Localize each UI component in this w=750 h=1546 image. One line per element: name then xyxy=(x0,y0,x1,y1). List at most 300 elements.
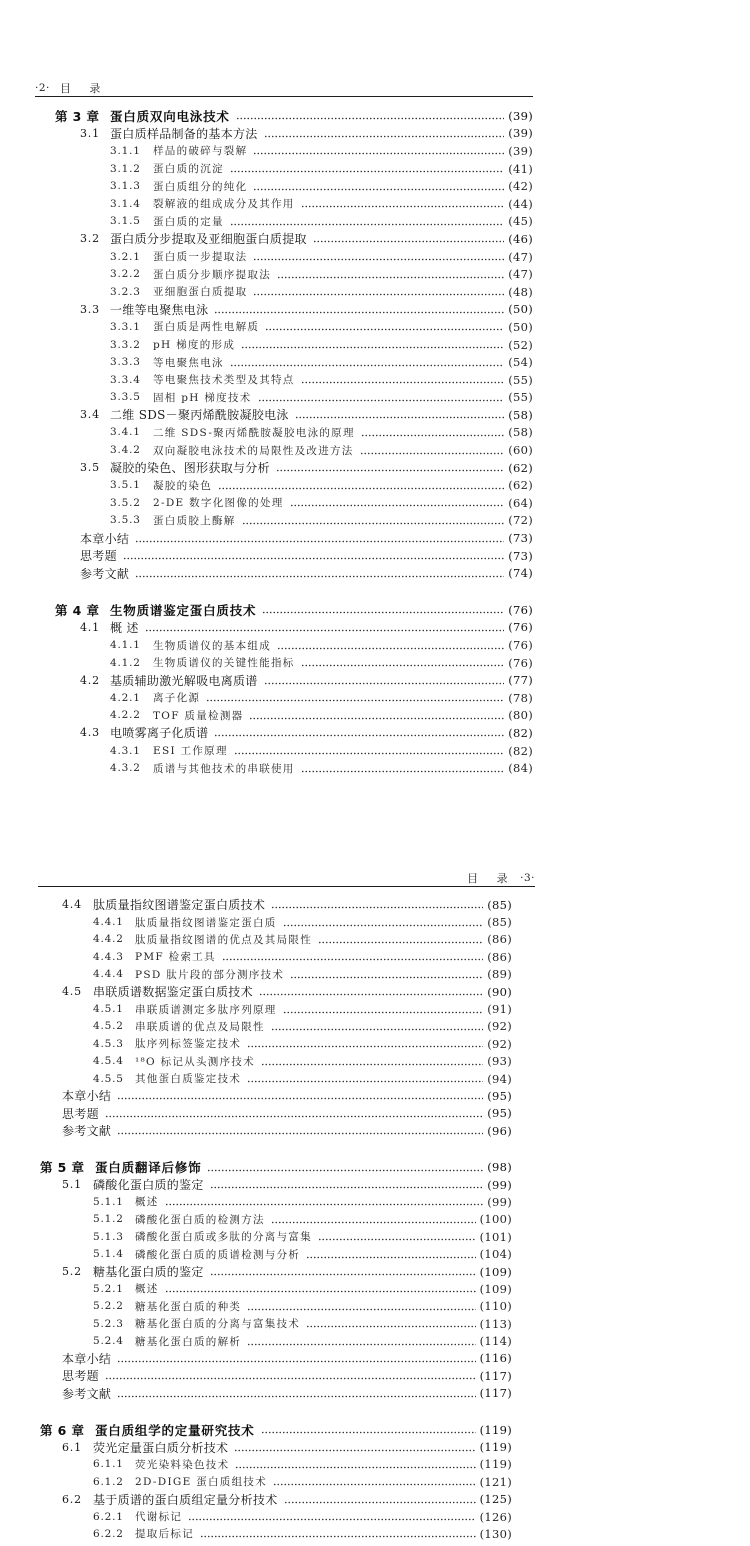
entry-page-number: (55) xyxy=(508,372,533,387)
dot-leader xyxy=(264,671,505,689)
toc-subsection-row xyxy=(40,948,512,965)
toc-subsection-row xyxy=(40,966,512,983)
entry-page-number: (99) xyxy=(487,1177,512,1192)
entry-page-number: (110) xyxy=(479,1299,512,1314)
toc-subsection-row xyxy=(55,424,533,442)
entry-number: 6.1.1 xyxy=(93,1458,124,1471)
entry-page-number: (94) xyxy=(487,1071,512,1086)
toc-backmatter-row xyxy=(40,1087,512,1104)
toc-subsection-row xyxy=(40,1193,512,1210)
entry-number: 3.3.2 xyxy=(110,338,141,351)
toc-section-row xyxy=(40,1263,512,1280)
entry-page-number: (58) xyxy=(508,407,533,422)
entry-page-number: (99) xyxy=(487,1194,512,1209)
dot-leader xyxy=(210,1263,476,1280)
entry-title: 肽质量指纹图谱的优点及其局限性 xyxy=(135,933,312,946)
entry-title: 电喷雾离子化质谱 xyxy=(110,726,209,741)
dot-leader xyxy=(249,707,504,725)
dot-leader xyxy=(361,424,504,442)
entry-page-number: (54) xyxy=(508,355,533,370)
entry-title: 本章小结 xyxy=(80,531,130,546)
entry-page-number: (78) xyxy=(508,690,533,705)
dot-leader xyxy=(105,1367,476,1384)
entry-title: 磷酸化蛋白质或多肽的分离与富集 xyxy=(135,1231,312,1244)
dot-leader xyxy=(222,948,483,965)
entry-page-number: (39) xyxy=(508,126,533,141)
page-header xyxy=(38,870,535,887)
entry-page-number: (60) xyxy=(508,443,533,458)
entry-page-number: (126) xyxy=(479,1509,512,1524)
entry-number: 5.1.2 xyxy=(93,1213,124,1226)
entry-page-number: (109) xyxy=(479,1264,512,1279)
toc-subsection-row xyxy=(40,1298,512,1315)
dot-leader xyxy=(283,913,484,930)
dot-leader xyxy=(313,230,504,248)
entry-page-number: (119) xyxy=(479,1440,512,1455)
toc-backmatter-row xyxy=(55,547,533,565)
toc-subsection-row xyxy=(55,636,533,654)
entry-number: 3.4.2 xyxy=(110,444,141,457)
dot-leader xyxy=(210,1176,483,1193)
entry-title: 蛋白质的沉淀 xyxy=(153,163,224,176)
toc-subsection-row xyxy=(40,1053,512,1070)
entry-page-number: (73) xyxy=(508,531,533,546)
toc-section-row xyxy=(55,459,533,477)
entry-number: 4.4.1 xyxy=(93,916,124,929)
entry-page-number: (39) xyxy=(508,143,533,158)
dot-leader xyxy=(301,195,505,213)
toc-chapter-row xyxy=(55,107,533,125)
entry-page-number: (64) xyxy=(508,495,533,510)
entry-page-number: (119) xyxy=(479,1422,512,1437)
entry-title: 糖基化蛋白质的鉴定 xyxy=(93,1265,204,1279)
entry-number: 3.2.1 xyxy=(110,250,141,263)
entry-title: 蛋白质一步提取法 xyxy=(153,251,248,264)
entry-number: 5.2.4 xyxy=(93,1335,124,1348)
entry-number: 4.5.1 xyxy=(93,1003,124,1016)
entry-title: 串联质谱测定多肽序列原理 xyxy=(135,1003,277,1016)
entry-number: 6.2.2 xyxy=(93,1527,124,1540)
dot-leader xyxy=(290,966,483,983)
toc-chapter-group xyxy=(40,1421,512,1543)
toc-subsection-row xyxy=(55,142,533,160)
entry-page-number: (44) xyxy=(508,196,533,211)
entry-number: 3.5.2 xyxy=(110,496,141,509)
entry-number: 4.3.2 xyxy=(110,762,141,775)
entry-page-number: (39) xyxy=(508,108,533,123)
dot-leader xyxy=(165,1193,484,1210)
dot-leader xyxy=(259,983,483,1000)
toc-backmatter-row xyxy=(40,1122,512,1139)
toc-chapter-group xyxy=(55,601,533,777)
dot-leader xyxy=(117,1087,483,1104)
entry-page-number: (109) xyxy=(479,1281,512,1296)
entry-title: pH 梯度的形成 xyxy=(153,339,236,352)
entry-title: 等电聚焦技术类型及其特点 xyxy=(153,374,295,387)
entry-title: 磷酸化蛋白质的鉴定 xyxy=(93,1178,204,1193)
entry-title: PMF 检索工具 xyxy=(135,951,216,964)
toc-subsection-row xyxy=(40,1018,512,1035)
dot-leader xyxy=(290,494,505,512)
toc-subsection-row xyxy=(55,248,533,266)
toc-chapter-row xyxy=(40,1421,512,1438)
entry-title: 肽质量指纹图谱鉴定蛋白质 xyxy=(135,916,277,929)
toc-subsection-row xyxy=(40,1332,512,1349)
entry-title: 二维 SDS－聚丙烯酰胺凝胶电泳 xyxy=(110,408,289,423)
entry-title: 肽质量指纹图谱鉴定蛋白质技术 xyxy=(93,898,266,913)
dot-leader xyxy=(230,213,504,231)
dot-leader xyxy=(253,283,504,301)
page-header-title: 目 录 xyxy=(467,872,509,885)
entry-page-number: (86) xyxy=(487,932,512,947)
entry-page-number: (95) xyxy=(487,1088,512,1103)
entry-title: ESI 工作原理 xyxy=(153,745,228,758)
dot-leader xyxy=(262,601,504,619)
toc-subsection-row xyxy=(40,1525,512,1542)
toc-subsection-row xyxy=(55,371,533,389)
entry-title: 基质辅助激光解吸电离质谱 xyxy=(110,673,258,688)
toc-subsection-row xyxy=(40,1035,512,1052)
entry-page-number: (89) xyxy=(487,967,512,982)
toc-section-row xyxy=(55,230,533,248)
entry-page-number: (55) xyxy=(508,390,533,405)
entry-number: 3.1 xyxy=(80,126,100,140)
entry-page-number: (41) xyxy=(508,161,533,176)
entry-number: 5.1.4 xyxy=(93,1248,124,1261)
entry-page-number: (62) xyxy=(508,460,533,475)
entry-title: 凝胶的染色 xyxy=(153,479,212,492)
toc-subsection-row xyxy=(55,742,533,760)
entry-title: 质谱与其他技术的串联使用 xyxy=(153,762,295,775)
entry-title: 概述 xyxy=(135,1283,159,1296)
entry-page-number: (47) xyxy=(508,267,533,282)
entry-title: 裂解液的组成成分及其作用 xyxy=(153,198,295,211)
entry-number: 第 5 章 xyxy=(40,1160,85,1176)
entry-page-number: (90) xyxy=(487,984,512,999)
entry-number: 3.5.3 xyxy=(110,514,141,527)
dot-leader xyxy=(117,1122,483,1139)
entry-title: 代谢标记 xyxy=(135,1511,183,1524)
entry-title: 蛋白质组学的定量研究技术 xyxy=(95,1422,255,1438)
page-folio: ·2· xyxy=(35,82,50,94)
entry-title: 其他蛋白质鉴定技术 xyxy=(135,1073,242,1086)
entry-title: 等电聚焦电泳 xyxy=(153,356,224,369)
toc-chapter-group xyxy=(40,896,512,1139)
entry-page-number: (48) xyxy=(508,284,533,299)
entry-page-number: (50) xyxy=(508,319,533,334)
toc-section-row xyxy=(55,406,533,424)
toc-subsection-row xyxy=(40,1211,512,1228)
entry-number: 4.1.1 xyxy=(110,639,141,652)
entry-number: 3.2 xyxy=(80,232,100,246)
entry-page-number: (84) xyxy=(508,761,533,776)
toc-subsection-row xyxy=(55,195,533,213)
entry-number: 5.2.3 xyxy=(93,1317,124,1330)
toc-section-row xyxy=(40,1491,512,1508)
entry-title: 思考题 xyxy=(62,1106,99,1121)
entry-title: 二维 SDS-聚丙烯酰胺凝胶电泳的原理 xyxy=(153,426,355,439)
entry-number: 3.3.4 xyxy=(110,373,141,386)
entry-number: 3.2.3 xyxy=(110,285,141,298)
dot-leader xyxy=(206,689,504,707)
entry-page-number: (76) xyxy=(508,602,533,617)
dot-leader xyxy=(301,654,505,672)
entry-page-number: (82) xyxy=(508,743,533,758)
entry-title: 基于质谱的蛋白质组定量分析技术 xyxy=(93,1492,278,1507)
entry-number: 3.5.1 xyxy=(110,479,141,492)
entry-page-number: (116) xyxy=(479,1351,512,1366)
dot-leader xyxy=(247,1035,483,1052)
entry-title: 生物质谱仪的关键性能指标 xyxy=(153,657,295,670)
entry-page-number: (93) xyxy=(487,1054,512,1069)
entry-page-number: (72) xyxy=(508,513,533,528)
toc-chapter-group xyxy=(55,107,533,582)
toc-subsection-row xyxy=(55,283,533,301)
dot-leader xyxy=(242,512,505,530)
entry-number: 3.1.3 xyxy=(110,180,141,193)
entry-title: ¹⁸O 标记从头测序技术 xyxy=(135,1055,255,1068)
entry-number: 3.5 xyxy=(80,461,100,475)
entry-title: TOF 质量检测器 xyxy=(153,709,244,722)
entry-title: 生物质谱仪的基本组成 xyxy=(153,639,271,652)
entry-title: 本章小结 xyxy=(62,1351,112,1366)
entry-page-number: (77) xyxy=(508,673,533,688)
entry-page-number: (91) xyxy=(487,1002,512,1017)
dot-leader xyxy=(271,1018,483,1035)
entry-title: 蛋白质双向电泳技术 xyxy=(110,108,230,124)
entry-title: PSD 肽片段的部分测序技术 xyxy=(135,968,285,981)
entry-number: 6.1.2 xyxy=(93,1475,124,1488)
toc-backmatter-row xyxy=(55,564,533,582)
entry-title: 样品的破碎与裂解 xyxy=(153,145,248,158)
entry-page-number: (46) xyxy=(508,231,533,246)
dot-leader xyxy=(283,1000,484,1017)
dot-leader xyxy=(306,1315,475,1332)
entry-title: 蛋白质分步顺序提取法 xyxy=(153,268,271,281)
toc-backmatter-row xyxy=(55,529,533,547)
toc-subsection-row xyxy=(40,1000,512,1017)
entry-number: 6.2.1 xyxy=(93,1510,124,1523)
entry-page-number: (101) xyxy=(479,1229,512,1244)
dot-leader xyxy=(117,1350,475,1367)
toc-subsection-row xyxy=(55,494,533,512)
entry-title: 磷酸化蛋白质的质谱检测与分析 xyxy=(135,1248,301,1261)
toc-section-row xyxy=(40,1438,512,1455)
entry-page-number: (80) xyxy=(508,708,533,723)
entry-page-number: (47) xyxy=(508,249,533,264)
dot-leader xyxy=(234,742,504,760)
dot-leader xyxy=(273,1473,476,1490)
dot-leader xyxy=(218,476,504,494)
entry-number: 3.1.5 xyxy=(110,215,141,228)
dot-leader xyxy=(264,125,505,143)
toc-subsection-row xyxy=(55,213,533,231)
dot-leader xyxy=(241,336,504,354)
entry-number: 5.2.2 xyxy=(93,1300,124,1313)
entry-number: 4.1 xyxy=(80,620,100,634)
entry-title: 双向凝胶电泳技术的局限性及改进方法 xyxy=(153,444,354,457)
toc-chapter-row xyxy=(55,601,533,619)
entry-number: 4.5.5 xyxy=(93,1072,124,1085)
entry-page-number: (76) xyxy=(508,620,533,635)
toc-subsection-row xyxy=(55,441,533,459)
toc-subsection-row xyxy=(55,707,533,725)
entry-number: 3.1.4 xyxy=(110,197,141,210)
dot-leader xyxy=(276,459,504,477)
dot-leader xyxy=(261,1053,483,1070)
entry-number: 6.2 xyxy=(62,1492,82,1506)
toc-backmatter-row xyxy=(40,1367,512,1384)
toc-subsection-row xyxy=(40,1508,512,1525)
entry-page-number: (98) xyxy=(487,1160,512,1175)
entry-number: 3.4.1 xyxy=(110,426,141,439)
entry-number: 4.1.2 xyxy=(110,656,141,669)
entry-page-number: (119) xyxy=(479,1457,512,1472)
dot-leader xyxy=(261,1421,476,1438)
toc-subsection-row xyxy=(40,1456,512,1473)
entry-title: 蛋白质分步提取及亚细胞蛋白质提取 xyxy=(110,232,307,247)
entry-page-number: (95) xyxy=(487,1106,512,1121)
entry-number: 5.2.1 xyxy=(93,1282,124,1295)
entry-number: 3.1.2 xyxy=(110,162,141,175)
toc-backmatter-row xyxy=(40,1105,512,1122)
entry-number: 3.3.5 xyxy=(110,391,141,404)
entry-page-number: (86) xyxy=(487,949,512,964)
entry-page-number: (85) xyxy=(487,897,512,912)
dot-leader xyxy=(165,1280,476,1297)
entry-title: 串联质谱的优点及局限性 xyxy=(135,1020,265,1033)
dot-leader xyxy=(236,107,504,125)
toc-section-row xyxy=(55,724,533,742)
toc-subsection-row xyxy=(55,318,533,336)
dot-leader xyxy=(271,1211,476,1228)
dot-leader xyxy=(253,177,504,195)
entry-page-number: (104) xyxy=(479,1247,512,1262)
entry-number: 3.2.2 xyxy=(110,268,141,281)
entry-page-number: (117) xyxy=(479,1386,512,1401)
entry-title: 肽序列标签鉴定技术 xyxy=(135,1038,242,1051)
entry-number: 4.3.1 xyxy=(110,744,141,757)
dot-leader xyxy=(258,389,505,407)
entry-page-number: (62) xyxy=(508,478,533,493)
entry-title: 思考题 xyxy=(80,549,117,564)
entry-title: 思考题 xyxy=(62,1369,99,1384)
dot-leader xyxy=(284,1491,476,1508)
page-header-title: 目 录 xyxy=(59,82,101,95)
entry-page-number: (50) xyxy=(508,302,533,317)
dot-leader xyxy=(253,142,504,160)
dot-leader xyxy=(265,318,504,336)
dot-leader xyxy=(318,1228,476,1245)
entry-title: 荧光染料染色技术 xyxy=(135,1458,230,1471)
toc-subsection-row xyxy=(55,336,533,354)
entry-title: 参考文献 xyxy=(80,566,130,581)
entry-title: 蛋白质组分的纯化 xyxy=(153,180,248,193)
dot-leader xyxy=(247,1332,475,1349)
toc-section-row xyxy=(40,896,512,913)
entry-number: 4.4 xyxy=(62,898,82,912)
entry-page-number: (73) xyxy=(508,548,533,563)
toc-subsection-row xyxy=(55,759,533,777)
dot-leader xyxy=(318,931,483,948)
toc-backmatter-row xyxy=(40,1350,512,1367)
entry-number: 4.2.1 xyxy=(110,691,141,704)
toc-subsection-row xyxy=(55,654,533,672)
toc-subsection-row xyxy=(40,1070,512,1087)
entry-number: 3.3 xyxy=(80,302,100,316)
entry-number: 3.4 xyxy=(80,408,100,422)
dot-leader xyxy=(145,619,504,637)
entry-page-number: (125) xyxy=(479,1492,512,1507)
toc-subsection-row xyxy=(55,689,533,707)
entry-title: 串联质谱数据鉴定蛋白质技术 xyxy=(93,985,253,1000)
dot-leader xyxy=(360,441,505,459)
entry-title: 离子化源 xyxy=(153,692,201,705)
entry-page-number: (58) xyxy=(508,425,533,440)
toc-section-row xyxy=(40,1176,512,1193)
entry-number: 3.1.1 xyxy=(110,144,141,157)
entry-number: 4.5.2 xyxy=(93,1020,124,1033)
entry-page-number: (42) xyxy=(508,179,533,194)
entry-number: 6.1 xyxy=(62,1440,82,1454)
entry-number: 4.5 xyxy=(62,985,82,999)
entry-title: 一维等电聚焦电泳 xyxy=(110,302,209,317)
entry-title: 糖基化蛋白质的种类 xyxy=(135,1300,242,1313)
toc-subsection-row xyxy=(40,1473,512,1490)
dot-leader xyxy=(234,1438,475,1455)
entry-title: 概 述 xyxy=(110,620,139,635)
toc-section-row xyxy=(55,671,533,689)
toc-subsection-row xyxy=(55,265,533,283)
entry-title: 2-DE 数字化图像的处理 xyxy=(153,497,284,510)
entry-title: 糖基化蛋白质的解析 xyxy=(135,1335,242,1348)
entry-title: 提取后标记 xyxy=(135,1528,194,1541)
toc-subsection-row xyxy=(55,476,533,494)
entry-title: 生物质谱鉴定蛋白质技术 xyxy=(110,602,257,618)
entry-title: 蛋白质翻译后修饰 xyxy=(95,1160,202,1176)
dot-leader xyxy=(253,248,504,266)
entry-title: 蛋白质是两性电解质 xyxy=(153,321,260,334)
toc-section-row xyxy=(55,125,533,143)
entry-title: 荧光定量蛋白质分析技术 xyxy=(93,1440,229,1455)
toc-backmatter-row xyxy=(40,1385,512,1402)
toc-section-row xyxy=(55,301,533,319)
entry-number: 4.4.2 xyxy=(93,933,124,946)
entry-number: 3.3.1 xyxy=(110,320,141,333)
entry-number: 5.1.1 xyxy=(93,1195,124,1208)
entry-page-number: (114) xyxy=(479,1334,512,1349)
dot-leader xyxy=(105,1105,483,1122)
entry-number: 4.2 xyxy=(80,673,100,687)
dot-leader xyxy=(135,564,504,582)
entry-page-number: (96) xyxy=(487,1123,512,1138)
toc-subsection-row xyxy=(40,1228,512,1245)
entry-page-number: (76) xyxy=(508,638,533,653)
toc-subsection-row xyxy=(40,913,512,930)
entry-title: 蛋白质的定量 xyxy=(153,215,224,228)
entry-page-number: (117) xyxy=(479,1368,512,1383)
entry-page-number: (113) xyxy=(479,1316,512,1331)
toc-subsection-row xyxy=(55,512,533,530)
dot-leader xyxy=(200,1525,476,1542)
toc-entries xyxy=(40,887,512,1543)
toc-entries xyxy=(55,97,533,777)
entry-page-number: (92) xyxy=(487,1019,512,1034)
dot-leader xyxy=(301,371,505,389)
entry-page-number: (130) xyxy=(479,1526,512,1541)
entry-page-number: (52) xyxy=(508,337,533,352)
entry-page-number: (100) xyxy=(479,1212,512,1227)
